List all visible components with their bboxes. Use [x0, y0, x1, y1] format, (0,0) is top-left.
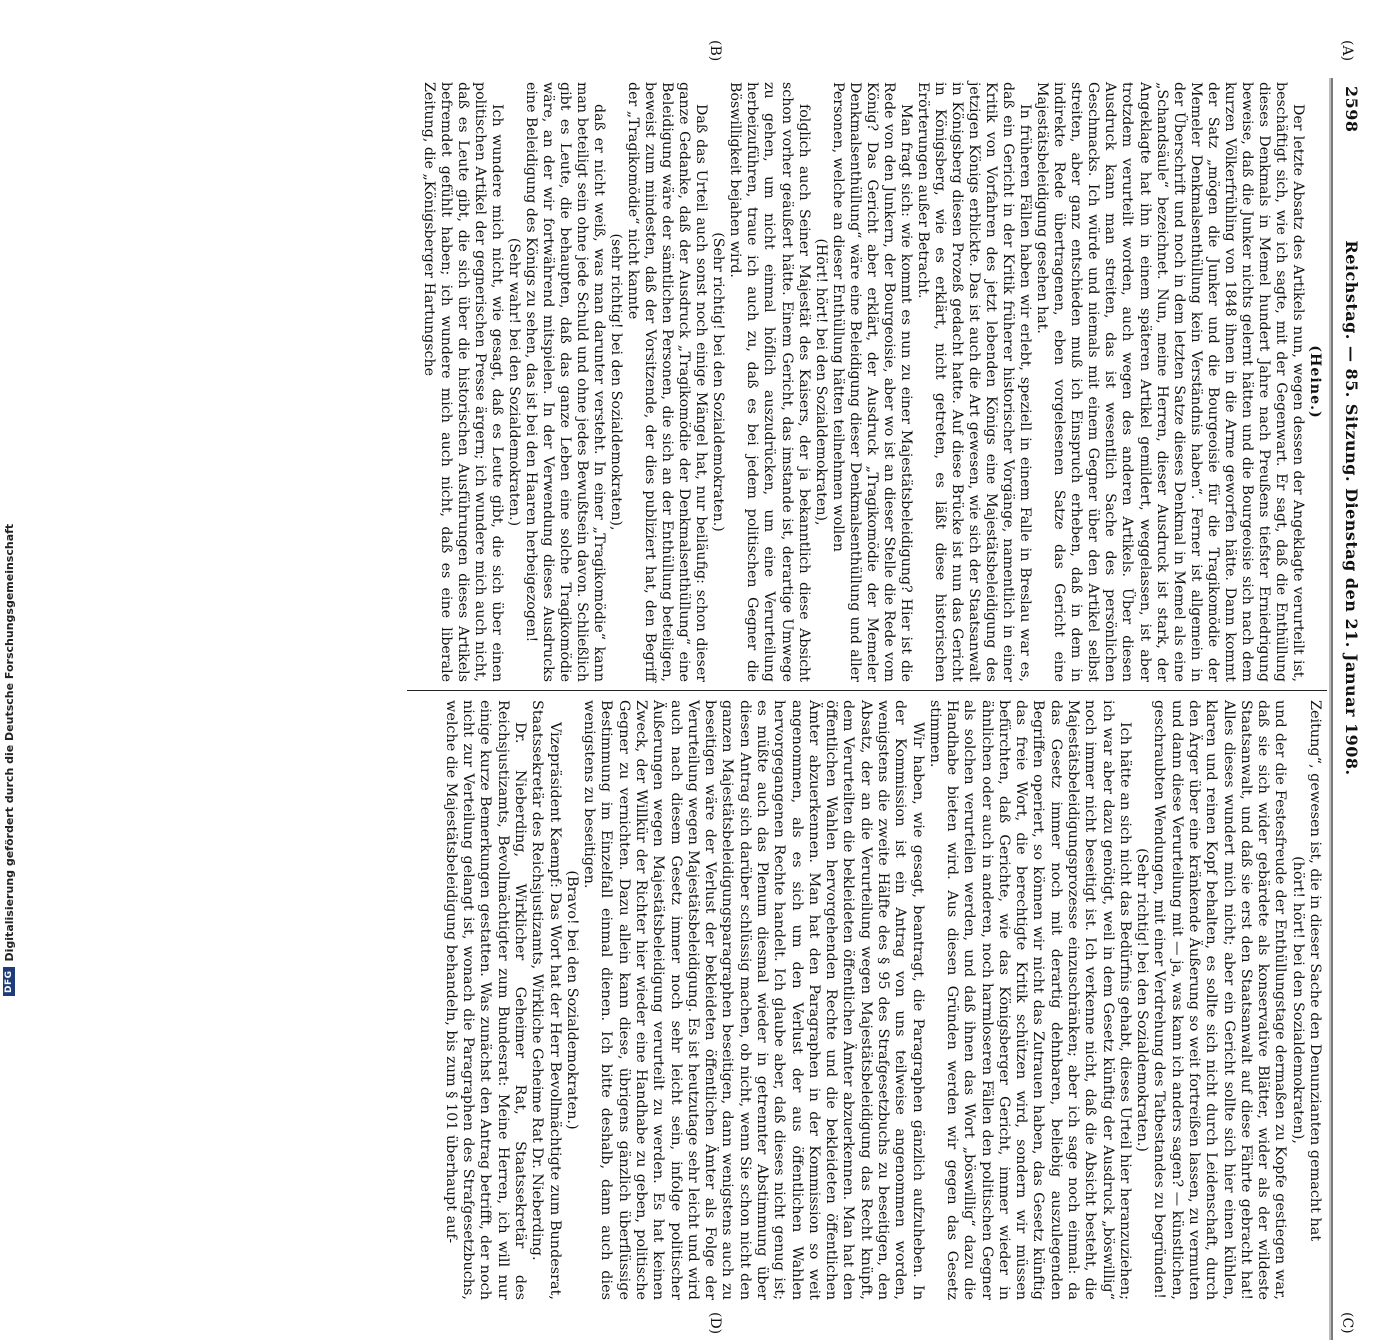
- paragraph: folglich auch Seiner Majestät des Kaisers, der ja bekanntlich diese Absicht schon vorher geäußert hätte. Einem Gericht, das imstande ist, derartige Umwege zu gehen, um nicht einmal höflich auszudrücken, um eine Verurteilung herbeizuführen, traue ich auch zu, daß es bei jedem politischen Gegner die Böswilligkeit bejahen wird.: [727, 82, 812, 682]
- paragraph: Wir haben, wie gesagt, beantragt, die Paragraphen gänzlich aufzuheben. In der Kommission ist ein Antrag von uns teilweise angenommen worden, wenigstens die zweite Hälfte des § 95 des Strafgesetzbuchs zu beseitigen, den Absatz, der an die Verurteilung wegen Majestätsbeleidigung das Recht knüpft, dem Verurteilten die bekleideten öffentlichen Ämter abzuerkennen. Man hat den öffentlichen Wahlen hervorgehenden Rechte und die bekleideten öffentlichen Ämter abzuerkennen. Man hat den Paragraphen in der Kommission so weit angenommen, als es sich um den Verlust der aus öffentlichen Wahlen hervorgegangenen Rechte handelt. Ich glaube aber, daß dieses nicht genug ist; es müßte auch das Plenum diesmal wieder in getrennter Abstimmung über diesen Antrag sich darüber schlüssig machen, ob nicht, wenn Sie schon nicht den ganzen Majestätsbeleidigungsparagraphen beseitigen, dann wenigstens auch zu beseitigen wäre der Verlust der bekleideten öffentlichen Ämter als Folge der Verurteilung wegen Majestätsbeleidigung. Es ist heutzutage sehr leicht und wird auch nach diesem Gesetz immer noch sehr leicht sein, infolge politischer Äußerungen wegen Majestätsbeleidigung verurteilt zu werden. Es hat keinen Zweck, der Willkür der Richter hier wieder eine Handhabe zu geben, politische Gegner zu vernichten. Dazu allein kann diese, übrigens gänzlich überflüssige Bestimmung im Einzelfall einmal dienen. Ich bitte deshalb, dann auch dies wenigstens zu beseitigen.: [581, 700, 926, 1300]
- header-rule: [1329, 78, 1333, 1340]
- interjection: (Hört! hört! bei den Sozialdemokraten),: [812, 238, 829, 526]
- paragraph: Man fragt sich: wie kommt es nun zu einer Majestätsbeleidigung? Hier ist die Rede von den Junkern, der Bourgeoisie, aber wo ist an dieser Stelle die Rede vom König? Das Gericht aber erklärt, der Ausdruck „Tragikomödie der Memeler Denkmalsenthüllung“ wäre eine Beleidigung dieser Denkmalsenthüllung und aller Personen, welche an dieser Enthüllung hätten teilnehmen wollen: [829, 82, 914, 682]
- margin-marker-b: (B): [707, 40, 723, 62]
- interjection: (Sehr wahr! bei den Sozialdemokraten.): [505, 237, 522, 527]
- margin-marker-a: (A): [1339, 40, 1355, 62]
- digitization-credit: [0, 0, 18, 1000]
- interjection: (Sehr richtig! bei den Sozialdemokraten.): [1134, 848, 1151, 1152]
- paragraph: daß er nicht weiß, was man darunter versteht. In einer „Tragikomödie“ kann man beteiligt sein ohne jede Schuld und ohne jedes Bewußtsein davon. Schließlich gibt es Leute, die behaupten, daß das ganze Leben eine solche Tragikomödie wäre, an der wir fortwährend mitspielen. In der Verwendung dieses Ausdrucks eine Beleidigung des Königs zu sehen, das ist bei den Haaren herbeigezogen!: [522, 82, 608, 682]
- left-column: [420, 82, 1323, 682]
- margin-marker-c: (C): [1339, 1312, 1355, 1334]
- paragraph: In früheren Fällen haben wir erlebt, speziell in einem Falle in Breslau war es, daß ein Gericht in der Kritik früherer historischer Vorgänge, namentlich in einer Kritik von Vorfahren des jetzt lebenden Königs eine Majestätsbeleidigung des jetzigen Königs erblickte. Das ist auch die Art gewesen, wie sich der Staatsanwalt in Königsberg diesen Prozeß gedacht hatte. Auf diese Brücke ist nun das Gericht in Königsberg, wie es erklärt, nicht getreten, es läßt diese historischen Erörterungen außer Betracht.: [914, 82, 1034, 682]
- running-title: Reichstag. — 85. Sitzung. Dienstag den 21. Januar 1908.: [1342, 240, 1361, 776]
- interjection: (hört! hört! bei den Sozialdemokraten),: [1289, 856, 1306, 1144]
- paragraph: Ich hätte an sich nicht das Bedürfnis gehabt, dieses Urteil hier heranzuziehen; ich war aber dazu genötigt, weil in dem Gesetz künftig der Ausdruck „böswillig“ noch immer nicht beseitigt ist. Ich verkenne nicht, daß die Absicht besteht, die Majestätsbeleidigungsprozesse einzuschränken; aber ich sage noch einmal: da das Gesetz immer noch mit derartig dehnbaren, beliebig auszulegenden Begriffen operiert, so können wir nicht das Zutrauen haben, das Gesetz künftig das freie Wort, die berechtigte Kritik schützen wird, sondern wir müssen befürchten, daß Gerichte, wie das Königsberger Gericht, immer wieder in ähnlichen oder auch in anderen, noch harmloseren Fällen den politischen Gegner als solchen verurteilen werden, und daß ihnen das Wort „böswillig“ dazu die Handhabe bieten wird. Aus diesen Gründen werden wir gegen das Gesetz stimmen.: [926, 700, 1133, 1300]
- paragraph: und der die Festesfreude der Enthüllungstage dermaßen zu Kopfe gestiegen war, daß sie sich wider gebärdete als konservative Blätter, wider als der wildeste Staatsanwalt, und daß sie erst den Staatsanwalt auf diese Fährte gebracht hat! Alles dieses wundert mich nicht; aber ein Gericht sollte sich hier einen kühlen, klaren und reinen Kopf behalten, es sollte sich nicht durch Leidenschaft, durch den Ärger über eine kränkende Äußerung so weit fortreißen lassen, zu vermuten und dann diese Verurteilung mit — ja, was kann ich anders sagen? — künstlichen, geschraubten Wendungen, mit einer Verdrehung des Tatbestandes zu begründen!: [1151, 700, 1289, 1300]
- interjection: (sehr richtig! bei den Sozialdemokraten),: [608, 233, 625, 531]
- interjection: (Sehr richtig! bei den Sozialdemokraten.): [710, 232, 727, 532]
- credit-text: Digitalisierung gefördert durch die Deutsche Forschungsgemeinschaft: [2, 523, 16, 962]
- column-divider: [407, 690, 1327, 691]
- margin-marker-d: (D): [707, 1312, 723, 1335]
- paragraph: Vizepräsident Kaempf: Das Wort hat der Herr Bevollmächtigte zum Bundesrat, Staatssekretär des Reichsjustizamts, Wirkliche Geheime Rat Dr. Nieberding.: [529, 700, 563, 1300]
- interjection: (Bravo! bei den Sozialdemokraten.): [563, 870, 580, 1130]
- dfg-logo: DFG: [3, 967, 15, 996]
- paragraph: Ich wundere mich nicht, wie gesagt, daß es Leute gibt, die sich über einen politischen Artikel der gegnerischen Presse ärgern; ich wundere mich auch nicht, daß es Leute gibt, die sich über die historischen Ausführungen dieses Artikels befremdet gefühlt haben; ich wundere mich auch nicht, daß es eine liberale Zeitung, die „Königsberger Hartungsche: [420, 82, 505, 682]
- paragraph: Daß das Urteil auch sonst noch einige Mängel hat, nur beiläufig: schon dieser ganze Gedanke, daß der Ausdruck „Tragikomödie der Denkmalsenthüllung“ eine Beleidigung wäre der sämtlichen Personen, die sich an der Enthüllung beteiligen, beweist zum mindesten, daß der Vorsitzende, der dies publiziert hat, den Begriff der „Tragikomödie“ nicht kannte: [625, 82, 710, 682]
- page-number: 2598: [1342, 86, 1361, 133]
- paragraph: Der letzte Absatz des Artikels nun, wegen dessen der Angeklagte verurteilt ist, beschäftigt sich, wie ich sagte, mit der Gegenwart. Er sagt, daß die Enthüllung dieses Denkmals in Memel hundert Jahre nach Preußens tiefster Erniedrigung beweise, daß die Junker nichts gelernt hätten und die Bourgeoisie sich nach dem kurzen Völkerfrühling von 1848 ihnen in die Arme geworfen hätte. Dann kommt der Satz „mögen die Junker und die Bourgeoisie für die Tragikomödie der Memeler Denkmalsenthüllung kein Verständnis haben“. Ferner ist allgemein in der Überschrift und noch in dem letzten Satze dieses Denkmal in Memel als eine „Schandsäule“ bezeichnet. Nun, meine Herren, dieser Ausdruck ist stark, der Angeklagte hat ihn in einem späteren Artikel gemildert, weggelassen, ist aber trotzdem verurteilt worden, auch wegen des anderen Artikels. Über diesen Ausdruck kann man streiten, das ist wesentlich Sache des persönlichen Geschmacks. Ich würde und niemals mit einem Gegner über den Artikel selbst streiten, aber ganz entschieden muß ich Einspruch erheben, daß in dem in indirekte Rede übertragenen, eben vorgelesenen Satze das Gericht eine Majestätsbeleidigung gesehen hat.: [1034, 82, 1306, 682]
- right-column: [442, 700, 1323, 1300]
- page-header: [1337, 78, 1361, 938]
- paragraph: Zeitung“, gewesen ist, die in dieser Sache den Denunzianten gemacht hat: [1307, 700, 1323, 1242]
- paragraph: Dr. Nieberding, Wirklicher Geheimer Rat, Staatssekretär des Reichsjustizamts, Bevollmächtigter zum Bundesrat: Meine Herren, ich will nur einige kurze Bemerkungen gestatten. Was zunächst den Antrag betrifft, der noch nicht zur Verteilung gelangt ist, wonach die Paragraphen des Strafgesetzbuchs, welche die Majestätsbeleidigung behandeln, bis zum § 101 überhaupt auf-: [442, 700, 529, 1300]
- speaker-label: (Heine.): [1307, 345, 1323, 419]
